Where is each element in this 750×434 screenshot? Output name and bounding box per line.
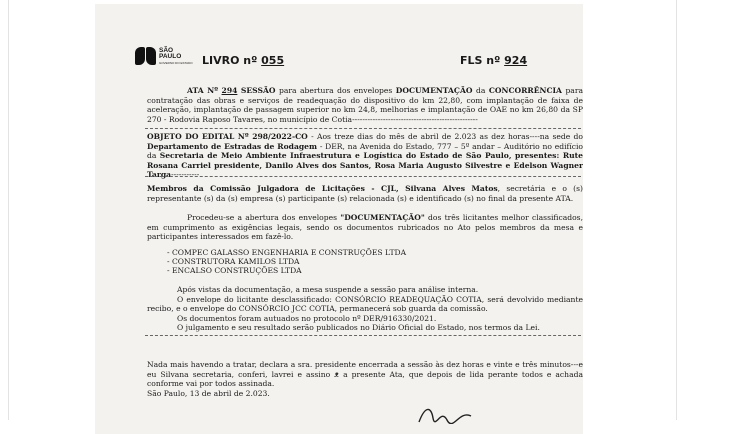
logo-text-line2: PAULO xyxy=(159,53,182,60)
apos-paragraph: Após vistas da documentação, a mesa suspende a sessão para análise interna. O envelope do licitante desclassificado: CONSÓRCIO READEQUAÇÃO COTIA, será devolvido mediante recibo, e o envelope do CONSÓRCIO JCC COTIA, permanecerá sob guarda da comissão. Os documentos foram autuados no protocolo nº DER/916330/2021. O julgamento e seu resultado serão publicados no Diário Oficial do Estado, nos termos da Lei. xyxy=(147,285,583,332)
encerramento-paragraph: Nada mais havendo a tratar, declara a sra. presidente encerrada a sessão às dez horas e vinte e três minutos---e eu Silvana secretaria, conferi, lavrei e assino ᴥ a presente Ata, que depois de lida perante todos e achada conforme vai por todos assinada. São Paulo, 13 de abril de 2.023. xyxy=(147,360,583,398)
ata-number: 294 xyxy=(221,86,238,95)
membros-paragraph: Membros da Comissão Julgadora de Licitações - CJL, Silvana Alves Matos, secretária e o (s) representante (s) da (s) empresa (s) participante (s) relacionada (s) e identificado (s) no final da presente ATA. xyxy=(147,184,583,203)
list-item: - ENCALSO CONSTRUÇÕES LTDA xyxy=(167,266,302,275)
right-edge-line xyxy=(676,0,677,420)
livro-number: LIVRO nº 055 xyxy=(202,54,285,67)
logo-text-line1: SÃO xyxy=(159,46,174,54)
signature-scribble xyxy=(415,404,475,424)
licitantes-list xyxy=(167,248,406,275)
document-date: São Paulo, 13 de abril de 2.023. xyxy=(147,388,270,398)
fls-number: FLS nº 924 xyxy=(460,54,528,67)
logo-text-line3: GOVERNO DO ESTADO xyxy=(159,60,193,65)
procedeu-paragraph: Procedeu-se a abertura dos envelopes "DOCUMENTAÇÃO" dos três licitantes melhor classificados, em cumprimento as exigências legais, sendo os documentos rubricados no Ato pelos membros da mesa e participantes interessados em fazê-lo. xyxy=(147,213,583,241)
separator xyxy=(145,176,581,177)
fls-num-value: 924 xyxy=(504,54,528,67)
sp-logo-icon xyxy=(135,47,157,65)
list-item: - COMPEC GALASSO ENGENHARIA E CONSTRUÇÕES LTDA xyxy=(167,248,407,257)
separator xyxy=(145,335,581,336)
separator xyxy=(145,128,581,129)
left-edge-line xyxy=(8,0,9,420)
edital-paragraph: OBJETO DO EDITAL Nº 298/2022-CO - Aos treze dias do mês de abril de 2.023 as dez horas----na sede do Departamento de Estradas de Rodagem - DER, na Avenida do Estado, 777 – 5º andar – Auditório no edifício da Secretaria de Meio Ambiente Infraestrutura e Logística do Estado de São Paulo, presentes: Rute Rosana Carriel presidente, Danilo Alves dos Santos, Rosa Maria Augusto Silvestre e Edelson Wagner Targa----------- xyxy=(147,132,583,179)
livro-num-value: 055 xyxy=(261,54,285,67)
list-item: - CONSTRUTORA KAMILOS LTDA xyxy=(167,257,300,266)
sp-government-logo xyxy=(135,46,193,66)
document-page xyxy=(95,4,583,434)
signature-rubric: ᴥ xyxy=(334,369,340,379)
ata-paragraph: ATA Nº 294 SESSÃO para abertura dos envelopes DOCUMENTAÇÃO da CONCORRÊNCIA para contratação das obras e serviços de readequação do dispositivo do km 22,80, com implantação de faixa de aceleração, implantação de passagem superior no km 24,8, melhorias e implantação de OAE no km 26,80 da SP 270 - Rodovia Raposo Tavares, no município de Cotia------------------------------------------------- xyxy=(147,86,583,124)
